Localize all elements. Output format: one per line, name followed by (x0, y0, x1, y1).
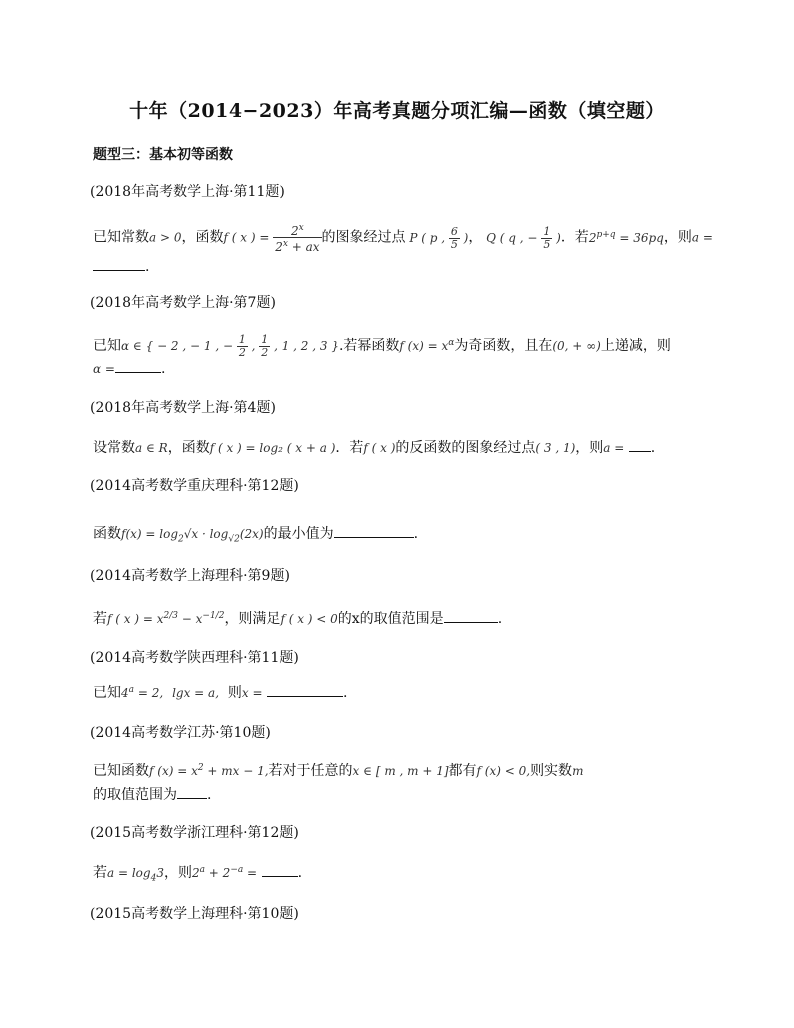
problem-source: (2018年高考数学上海·第7题) (90, 295, 276, 311)
section-heading: 题型三：基本初等函数 (93, 147, 233, 163)
math-expr: f $(x) = x^2$ + mx − 1, (149, 763, 269, 778)
math-expr: $a = \log_43$ (107, 866, 164, 884)
math-expr: Q ( q , − $\frac{1}{5}$ ) (482, 224, 561, 251)
math-expr: a > 0 (149, 230, 182, 245)
problem-text: 已知α ∈ { − 2 , − 1 , − $\frac{1}{2}$ , $\frac{1}{2}$ , 1 , 2 , 3 }.若幂函数f $(x) = x^\alpha$为奇函数，且在(0, + ∞)上递减，则 (93, 333, 671, 359)
problem-text: 已知函数f $(x) = x^2$ + mx − 1,若对于任意的x ∈ [ m , m + 1]都有f (x) < 0,则实数m (93, 763, 584, 779)
math-expr: f ( x ) (363, 441, 396, 455)
answer-line: . (93, 258, 149, 275)
math-expr: $f(x) = \log_2√x \cdot \log_{√2}(2x)$ (121, 527, 264, 545)
answer-blank[interactable] (177, 786, 207, 799)
problem-source: (2015高考数学上海理科·第10题) (90, 906, 299, 922)
math-expr: (0, + ∞) (552, 339, 601, 353)
answer-blank[interactable] (334, 525, 414, 538)
math-expr: f (x) < 0, (476, 764, 531, 778)
problem-source: (2014高考数学上海理科·第9题) (90, 568, 290, 584)
answer-blank[interactable] (444, 610, 498, 623)
answer-blank[interactable] (262, 864, 298, 877)
math-expr: f ( x ) < 0 (280, 612, 338, 626)
math-expr: a ∈ R (135, 441, 168, 455)
math-expr: $2^a + 2^{-a}$ = (191, 865, 258, 880)
answer-line: 的取值范围为 . (93, 787, 212, 803)
answer-blank[interactable] (93, 258, 145, 271)
problem-text: 已知$4^a = 2$, lgx = a, 则x = . (93, 685, 348, 701)
math-expr: a = (691, 230, 713, 245)
math-fraction: $\frac{2^x}{2^x + ax}$ (275, 223, 320, 254)
problem-text: 若$a = \log_43$，则$2^a + 2^{-a}$ = . (93, 865, 303, 884)
problem-source: (2015高考数学浙江理科·第12题) (90, 825, 299, 841)
answer-blank[interactable] (629, 439, 651, 452)
answer-line: α = . (93, 361, 166, 377)
problem-text: 设常数a ∈ R，函数f ( x ) = log₂ ( x + a )．若f ( x )的反函数的图象经过点( 3 , 1)，则a = . (93, 440, 656, 456)
math-expr: ( 3 , 1) (535, 441, 576, 455)
math-expr: lgx = a, (172, 686, 220, 700)
problem-source: (2014高考数学重庆理科·第12题) (90, 478, 299, 494)
answer-blank[interactable] (267, 684, 343, 697)
problem-source: (2018年高考数学上海·第11题) (90, 184, 285, 200)
document-title: 十年（2014−2023）年高考真题分项汇编—函数（填空题） (129, 100, 665, 122)
math-expr: $4^a = 2$, (121, 685, 164, 700)
answer-blank[interactable] (115, 360, 161, 373)
problem-source: (2018年高考数学上海·第4题) (90, 400, 276, 416)
math-expr: α ∈ { − 2 , − 1 , − $\frac{1}{2}$ , $\frac{1}{2}$ , 1 , 2 , 3 } (121, 333, 339, 359)
math-expr: f $(x) = x^\alpha$ (399, 338, 455, 353)
problem-source: (2014高考数学陕西理科·第11题) (90, 650, 299, 666)
math-expr: f ( x ) = $x^{2/3} - x^{-1/2}$ (107, 611, 225, 626)
problem-text: 已知常数a > 0，函数f ( x ) = $\frac{2^x}{2^x + ax}$ 的图象经过点 P ( p , $\frac{6}{5}$ )， Q ( q , − $\frac{1}{5}$ )．若$2^{p+q} = 36pq$，则a = (93, 223, 713, 254)
math-expr: $2^{p+q} = 36pq$ (588, 229, 664, 245)
math-expr: f ( x ) = (223, 230, 274, 245)
problem-text: 函数$f(x) = \log_2√x \cdot \log_{√2}(2x)$的最小值为 . (93, 526, 419, 545)
math-expr: P ( p , $\frac{6}{5}$ ) (405, 224, 469, 251)
math-expr: x ∈ [ m , m + 1] (352, 764, 449, 778)
problem-source: (2014高考数学江苏·第10题) (90, 725, 271, 741)
problem-text: 若f ( x ) = $x^{2/3} - x^{-1/2}$，则满足f ( x ) < 0的x的取值范围是 . (93, 611, 503, 627)
math-expr: f ( x ) = log₂ ( x + a ) (209, 441, 336, 455)
